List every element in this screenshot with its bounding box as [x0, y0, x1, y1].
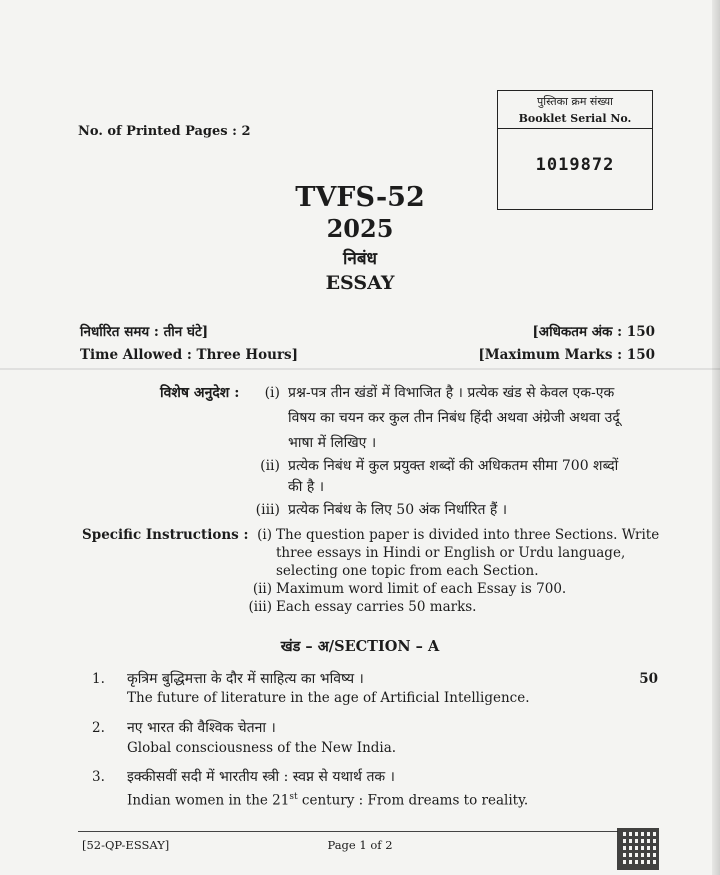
instr-en-2-num: (ii)	[252, 581, 272, 597]
question-2-number: 2.	[92, 720, 105, 736]
page-edge-shadow	[712, 0, 720, 875]
instr-en-1-num: (i)	[257, 527, 272, 543]
serial-label-hindi: पुस्तिका क्रम संख्या	[536, 95, 614, 108]
section-a-marks: 50	[639, 671, 658, 687]
question-3-number: 3.	[92, 769, 105, 785]
instr-en-1-line2: three essays in Hindi or English or Urdu language,	[276, 545, 626, 561]
subject-english: ESSAY	[325, 272, 395, 294]
instructions-hindi-label: विशेष अनुदेश :	[160, 385, 240, 401]
instr-hi-3-num: (iii)	[255, 502, 280, 518]
question-1-number: 1.	[92, 671, 105, 687]
max-marks-hindi: [अधिकतम अंक : 150	[532, 324, 655, 340]
instr-en-3-line: Each essay carries 50 marks.	[276, 599, 477, 615]
instr-hi-1-line2: विषय का चयन कर कुल तीन निबंध हिंदी अथवा अंग्रेजी अथवा उर्दू	[288, 410, 620, 426]
instr-en-2-line: Maximum word limit of each Essay is 700.	[276, 581, 567, 597]
question-3-english	[127, 787, 528, 812]
time-allowed-hindi: निर्धारित समय : तीन घंटे]	[80, 324, 209, 340]
serial-label-english: Booklet Serial No.	[518, 112, 632, 125]
instr-hi-1-num: (i)	[264, 385, 280, 401]
instr-hi-1-line3: भाषा में लिखिए ।	[288, 435, 377, 451]
instr-hi-2-line2: की है ।	[288, 479, 325, 495]
footer-paper-code: [52-QP-ESSAY]	[82, 838, 170, 852]
footer-page-number: Page 1 of 2	[327, 838, 393, 852]
instr-en-3-num: (iii)	[248, 599, 272, 615]
instr-hi-2-num: (ii)	[260, 458, 280, 474]
time-allowed-english: Time Allowed : Three Hours]	[80, 347, 299, 363]
section-a-heading: खंड – अ/SECTION – A	[280, 638, 440, 655]
instructions-english-label: Specific Instructions :	[82, 527, 249, 543]
qr-code-icon	[620, 831, 656, 867]
question-3-english-part1: Indian women in the 21	[127, 792, 290, 809]
serial-label	[498, 91, 652, 129]
question-1-hindi: कृत्रिम बुद्धिमत्ता के दौर में साहित्य का भविष्य ।	[127, 671, 364, 687]
max-marks-english: [Maximum Marks : 150	[478, 347, 655, 363]
subject-hindi: निबंध	[343, 249, 377, 269]
question-2-english: Global consciousness of the New India.	[127, 740, 397, 756]
footer-rule	[78, 831, 618, 832]
instr-hi-2-line1: प्रत्येक निबंध में कुल प्रयुक्त शब्दों की अधिकतम सीमा 700 शब्दों	[288, 458, 619, 474]
paper-code: TVFS-52	[295, 182, 425, 213]
instr-hi-3-line1: प्रत्येक निबंध के लिए 50 अंक निर्धारित हैं ।	[288, 502, 508, 518]
serial-number: 1019872	[535, 155, 615, 175]
question-3-hindi: इक्कीसवीं सदी में भारतीय स्त्री : स्वप्न से यथार्थ तक ।	[127, 769, 395, 785]
instr-hi-1-line1: प्रश्न-पत्र तीन खंडों में विभाजित है । प्रत्येक खंड से केवल एक-एक	[288, 385, 615, 401]
instr-en-1-line1: The question paper is divided into three Sections. Write	[276, 527, 660, 543]
paper-year: 2025	[326, 214, 394, 243]
printed-pages-count: No. of Printed Pages : 2	[78, 124, 251, 139]
question-1-english: The future of literature in the age of Artificial Intelligence.	[127, 690, 530, 706]
question-3-english-part2: century : From dreams to reality.	[297, 792, 529, 809]
instr-en-1-line3: selecting one topic from each Section.	[276, 563, 539, 579]
question-2-hindi: नए भारत की वैश्विक चेतना ।	[127, 720, 276, 736]
paper-fold-line	[0, 368, 720, 370]
question-3-superscript: st	[289, 792, 298, 802]
